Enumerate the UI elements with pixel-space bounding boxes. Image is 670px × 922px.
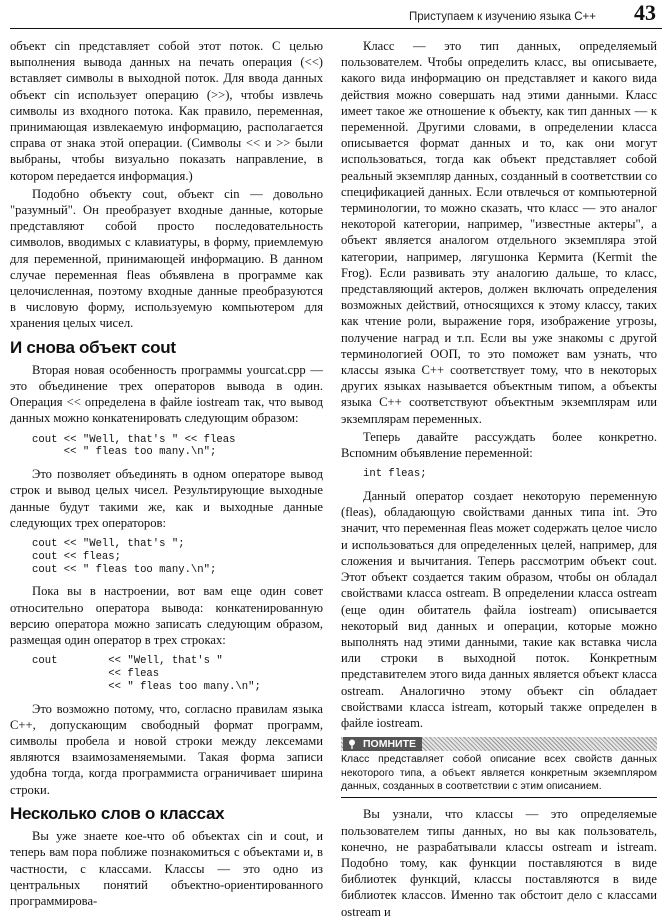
section-heading: И снова объект cout [10, 337, 176, 357]
paragraph: Теперь давайте рассуждать более конкретно. Вспомним объявление переменной: [341, 429, 657, 461]
page-number: 43 [634, 0, 656, 25]
paragraph: Вторая новая особенность программы yourcat.cpp — это объединение трех операторов вывода в один. Операция << определена в файле iostream так, что вывод данных можно конкатенировать следующим образом: [10, 362, 323, 426]
code-block: cout << "Well, that's " << fleas << " fleas too many.\n"; [32, 655, 261, 693]
code-block: int fleas; [363, 468, 427, 481]
section-heading: Несколько слов о классах [10, 803, 225, 823]
code-block: cout << "Well, that's "; cout << fleas; cout << " fleas too many.\n"; [32, 538, 217, 576]
header-title: Приступаем к изучению языка C++ [408, 11, 596, 23]
paragraph: Подобно объекту cout, объект cin — довольно "разумный". Он преобразует входные данные, которые представляют собой просто последовательность символов, вводимых с клавиатуры, в форму, приемлемую для переменной, принимающей информацию. В данном случае переменная fleas объявлена в программе как целочисленная, поэтому входные данные преобразуются в числовую форму, используемую компьютером для хранения целых чисел. [10, 186, 323, 331]
pushpin-icon [347, 739, 357, 749]
paragraph: Вы уже знаете кое-что об объектах cin и cout, и теперь вам пора поближе познакомиться с объектами и, в частности, с классами. Классы — это одно из центральных понятий объектно-ориентированного программирова- [10, 829, 323, 908]
paragraph: объект cin представляет собой этот поток. С целью выполнения вывода данных на печать операция (<<) вставляет символы в выходной поток. Для ввода данных объект cin использует операцию (>>), чтобы извлечь символы из входного потока. Как правило, переменная, принимающая извлекаемую информацию, располагается справа от знака этой операции. (Символы << и >> были выбраны, чтобы визуально показать направление, в котором передается информация.) [10, 39, 323, 183]
paragraph: Класс — это тип данных, определяемый пользователем. Чтобы определить класс, вы описываете, какого вида информацию он представляет и какого вида действия можно совершать над этими данными. Класс имеет такое же отношение к объекту, как тип данных — к переменной. Другими словами, в определении класса описывается формат данных и то, как они могут использоваться, тогда как объект представляет собой реальный экземпляр данных, созданный в соответствии со спецификацией данных. Если отвлечься от компьютерной терминологии, то можно сказать, что класс — это аналог некоторой категории, например, "известные актеры", а объект является аналогом отдельного экземпляра этой категории, например, лягушонка Кермита (Kermit the Frog). Если развивать эту аналогию дальше, то класс, представляющий актеров, должен включать определения возможных действий, относящихся к этому классу, таких как чтение роли, выражение горя, изображение угрозы, получение наград и т.п. Если вы уже знакомы с другой терминологией ООП, то это поможет вам узнать, что классы языка C++ соответствует тому, что в некоторых других языках называется объектным типом, а объекты языка C++ соответствуют объектным экземплярам или экземплярам переменных. [341, 39, 657, 426]
note-box [341, 737, 657, 798]
running-header [10, 0, 662, 29]
code-block: cout << "Well, that's " << fleas << " fleas too many.\n"; [32, 433, 236, 459]
paragraph: Данный оператор создает некоторую переменную (fleas), обладающую свойствами данных типа int. Это значит, что переменная fleas может содержать целое число и использоваться для определенных целей, например, для сложения и вычитания. Теперь рассмотрим объект cout. Этот объект создается таким образом, чтобы он обладал свойствами класса ostream. В определении класса ostream (еще один обитатель файла iostream) описывается некоторый вид данных и операции, которые можно выполнять над этими данными, такие как вставка числа или строки в выходной поток. Конкретным представителем этого вида данных является объект класса ostream. Аналогично этому объект cin обладает свойствами класса istream, который также определен в файле iostream. [341, 489, 657, 730]
note-header [341, 737, 657, 751]
paragraph: Вы узнали, что классы — это определяемые пользователем типы данных, но вы как пользователь, конечно, не разрабатывали классы ostream и istream. Подобно тому, как функции поставляются в виде библиотек функций, классы поставляются в виде библиотек классов. Именно так обстоит дело с классами ostream и [341, 807, 657, 919]
note-text: Класс представляет собой описание всех свойств данных некоторого типа, а объект является конкретным экземпляром данных, созданных в соответствии с этим описанием. [341, 754, 657, 792]
paragraph: Пока вы в настроении, вот вам еще один совет относительно оператора вывода: конкатенированную версию оператора можно записать следующим образом, размещая один оператор в трех строках: [10, 584, 323, 648]
note-label: ПОМНИТЕ [363, 738, 417, 751]
right-column [341, 38, 657, 922]
paragraph: Это позволяет объединять в одном операторе вывод строк и вывод целых чисел. Результирующие выходные данные будут такими же, как и выходные данные следующих трех операторов: [10, 467, 323, 530]
left-column [10, 38, 323, 911]
note-tag [343, 737, 422, 751]
paragraph: Это возможно потому, что, согласно правилам языка C++, допускающим свободный формат программ, символы пробела и новой строки между лексемами являются взаимозаменяемыми. Такая форма записи удобна тогда, когда программиста ограничивает ширина строки. [10, 701, 323, 797]
